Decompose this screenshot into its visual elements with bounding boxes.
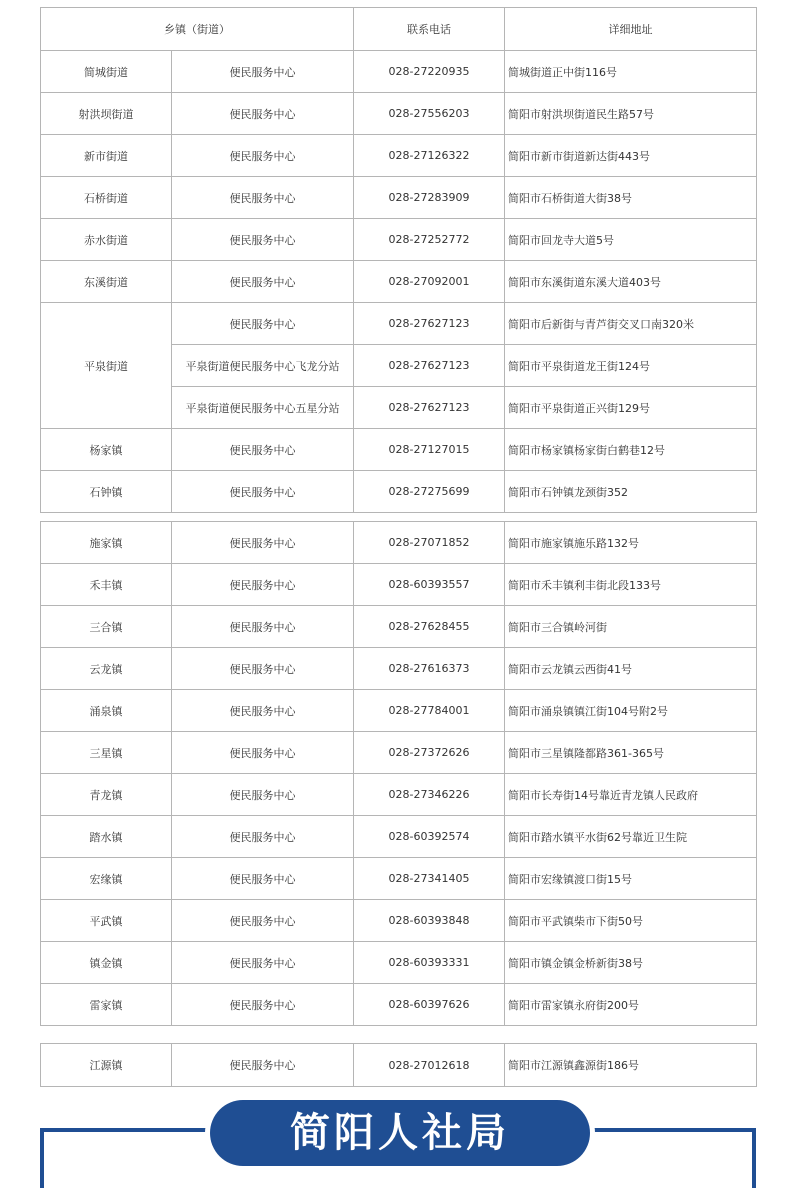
table-row <box>41 984 757 1026</box>
center-cell: 便民服务中心 <box>172 261 354 303</box>
address-cell: 简阳市涌泉镇镇江街104号附2号 <box>505 690 757 732</box>
phone-cell: 028-60393331 <box>354 942 505 984</box>
phone-cell: 028-27012618 <box>354 1044 505 1087</box>
address-cell: 简阳市平武镇柴市下街50号 <box>505 900 757 942</box>
town-cell: 射洪坝街道 <box>41 93 172 135</box>
town-cell: 简城街道 <box>41 51 172 93</box>
phone-cell: 028-27341405 <box>354 858 505 900</box>
table-row <box>41 816 757 858</box>
service-center-table-part-2 <box>40 521 757 1026</box>
town-cell: 禾丰镇 <box>41 564 172 606</box>
table-row <box>41 774 757 816</box>
town-cell: 东溪街道 <box>41 261 172 303</box>
phone-cell: 028-27627123 <box>354 387 505 429</box>
center-cell: 平泉街道便民服务中心飞龙分站 <box>172 345 354 387</box>
phone-cell: 028-27283909 <box>354 177 505 219</box>
town-cell: 雷家镇 <box>41 984 172 1026</box>
phone-cell: 028-27784001 <box>354 690 505 732</box>
table-row <box>41 219 757 261</box>
phone-cell: 028-60393848 <box>354 900 505 942</box>
table-row <box>41 135 757 177</box>
table-row <box>41 900 757 942</box>
table-row <box>41 1044 757 1087</box>
address-cell: 简阳市云龙镇云西街41号 <box>505 648 757 690</box>
center-cell: 便民服务中心 <box>172 135 354 177</box>
center-cell: 便民服务中心 <box>172 471 354 513</box>
phone-cell: 028-60397626 <box>354 984 505 1026</box>
table-row <box>41 471 757 513</box>
address-cell: 简阳市新市街道新达街443号 <box>505 135 757 177</box>
address-cell: 简阳市东溪街道东溪大道403号 <box>505 261 757 303</box>
address-cell: 简阳市镇金镇金桥新街38号 <box>505 942 757 984</box>
table-row <box>41 51 757 93</box>
town-cell: 平泉街道 <box>41 303 172 429</box>
address-cell: 简阳市平泉街道龙王街124号 <box>505 345 757 387</box>
center-cell: 便民服务中心 <box>172 816 354 858</box>
phone-cell: 028-27126322 <box>354 135 505 177</box>
service-center-table-part-1 <box>40 7 757 513</box>
phone-cell: 028-27556203 <box>354 93 505 135</box>
center-cell: 便民服务中心 <box>172 774 354 816</box>
town-cell: 镇金镇 <box>41 942 172 984</box>
table-row <box>41 303 757 345</box>
phone-cell: 028-27627123 <box>354 345 505 387</box>
address-cell: 简阳市宏缘镇渡口街15号 <box>505 858 757 900</box>
table-row <box>41 606 757 648</box>
address-cell: 简阳市踏水镇平水街62号靠近卫生院 <box>505 816 757 858</box>
center-cell: 便民服务中心 <box>172 900 354 942</box>
center-cell: 便民服务中心 <box>172 429 354 471</box>
banner-title: 简阳人社局 <box>210 1100 590 1166</box>
center-cell: 便民服务中心 <box>172 93 354 135</box>
phone-cell: 028-27252772 <box>354 219 505 261</box>
town-cell: 宏缘镇 <box>41 858 172 900</box>
town-cell: 江源镇 <box>41 1044 172 1087</box>
center-cell: 便民服务中心 <box>172 564 354 606</box>
table-row <box>41 93 757 135</box>
town-cell: 云龙镇 <box>41 648 172 690</box>
phone-cell: 028-60392574 <box>354 816 505 858</box>
phone-cell: 028-27275699 <box>354 471 505 513</box>
center-cell: 便民服务中心 <box>172 219 354 261</box>
town-cell: 三星镇 <box>41 732 172 774</box>
address-cell: 简阳市平泉街道正兴街129号 <box>505 387 757 429</box>
address-cell: 简阳市石钟镇龙颈街352 <box>505 471 757 513</box>
phone-cell: 028-27127015 <box>354 429 505 471</box>
service-center-table-part-3 <box>40 1043 757 1087</box>
phone-cell: 028-27628455 <box>354 606 505 648</box>
center-cell: 便民服务中心 <box>172 303 354 345</box>
table-row <box>41 564 757 606</box>
phone-cell: 028-27372626 <box>354 732 505 774</box>
phone-cell: 028-60393557 <box>354 564 505 606</box>
center-cell: 便民服务中心 <box>172 984 354 1026</box>
header-address: 详细地址 <box>505 8 757 51</box>
address-cell: 简阳市杨家镇杨家街白鹤巷12号 <box>505 429 757 471</box>
town-cell: 石钟镇 <box>41 471 172 513</box>
table-row <box>41 261 757 303</box>
town-cell: 平武镇 <box>41 900 172 942</box>
address-cell: 简阳市江源镇鑫源街186号 <box>505 1044 757 1087</box>
address-cell: 简阳市回龙寺大道5号 <box>505 219 757 261</box>
table-header-row <box>41 8 757 51</box>
table-row <box>41 522 757 564</box>
town-cell: 新市街道 <box>41 135 172 177</box>
phone-cell: 028-27627123 <box>354 303 505 345</box>
town-cell: 石桥街道 <box>41 177 172 219</box>
header-town: 乡镇（街道） <box>41 8 354 51</box>
center-cell: 便民服务中心 <box>172 1044 354 1087</box>
town-cell: 青龙镇 <box>41 774 172 816</box>
address-cell: 简城街道正中街116号 <box>505 51 757 93</box>
address-cell: 简阳市三合镇岭河街 <box>505 606 757 648</box>
town-cell: 踏水镇 <box>41 816 172 858</box>
phone-cell: 028-27092001 <box>354 261 505 303</box>
town-cell: 赤水街道 <box>41 219 172 261</box>
phone-cell: 028-27220935 <box>354 51 505 93</box>
center-cell: 平泉街道便民服务中心五星分站 <box>172 387 354 429</box>
address-cell: 简阳市石桥街道大街38号 <box>505 177 757 219</box>
center-cell: 便民服务中心 <box>172 942 354 984</box>
address-cell: 简阳市三星镇隆都路361-365号 <box>505 732 757 774</box>
table-row <box>41 942 757 984</box>
center-cell: 便民服务中心 <box>172 177 354 219</box>
phone-cell: 028-27616373 <box>354 648 505 690</box>
town-cell: 施家镇 <box>41 522 172 564</box>
phone-cell: 028-27346226 <box>354 774 505 816</box>
address-cell: 简阳市禾丰镇利丰街北段133号 <box>505 564 757 606</box>
phone-cell: 028-27071852 <box>354 522 505 564</box>
table-row <box>41 648 757 690</box>
town-cell: 三合镇 <box>41 606 172 648</box>
town-cell: 涌泉镇 <box>41 690 172 732</box>
address-cell: 简阳市施家镇施乐路132号 <box>505 522 757 564</box>
center-cell: 便民服务中心 <box>172 648 354 690</box>
center-cell: 便民服务中心 <box>172 690 354 732</box>
table-row <box>41 732 757 774</box>
center-cell: 便民服务中心 <box>172 51 354 93</box>
address-cell: 简阳市射洪坝街道民生路57号 <box>505 93 757 135</box>
bureau-banner <box>40 1100 760 1171</box>
address-cell: 简阳市雷家镇永府街200号 <box>505 984 757 1026</box>
town-cell: 杨家镇 <box>41 429 172 471</box>
center-cell: 便民服务中心 <box>172 858 354 900</box>
address-cell: 简阳市长寿街14号靠近青龙镇人民政府 <box>505 774 757 816</box>
center-cell: 便民服务中心 <box>172 606 354 648</box>
header-phone: 联系电话 <box>354 8 505 51</box>
table-row <box>41 858 757 900</box>
center-cell: 便民服务中心 <box>172 522 354 564</box>
table-row <box>41 177 757 219</box>
center-cell: 便民服务中心 <box>172 732 354 774</box>
table-row <box>41 690 757 732</box>
address-cell: 简阳市后新街与青芦街交叉口南320米 <box>505 303 757 345</box>
table-row <box>41 429 757 471</box>
